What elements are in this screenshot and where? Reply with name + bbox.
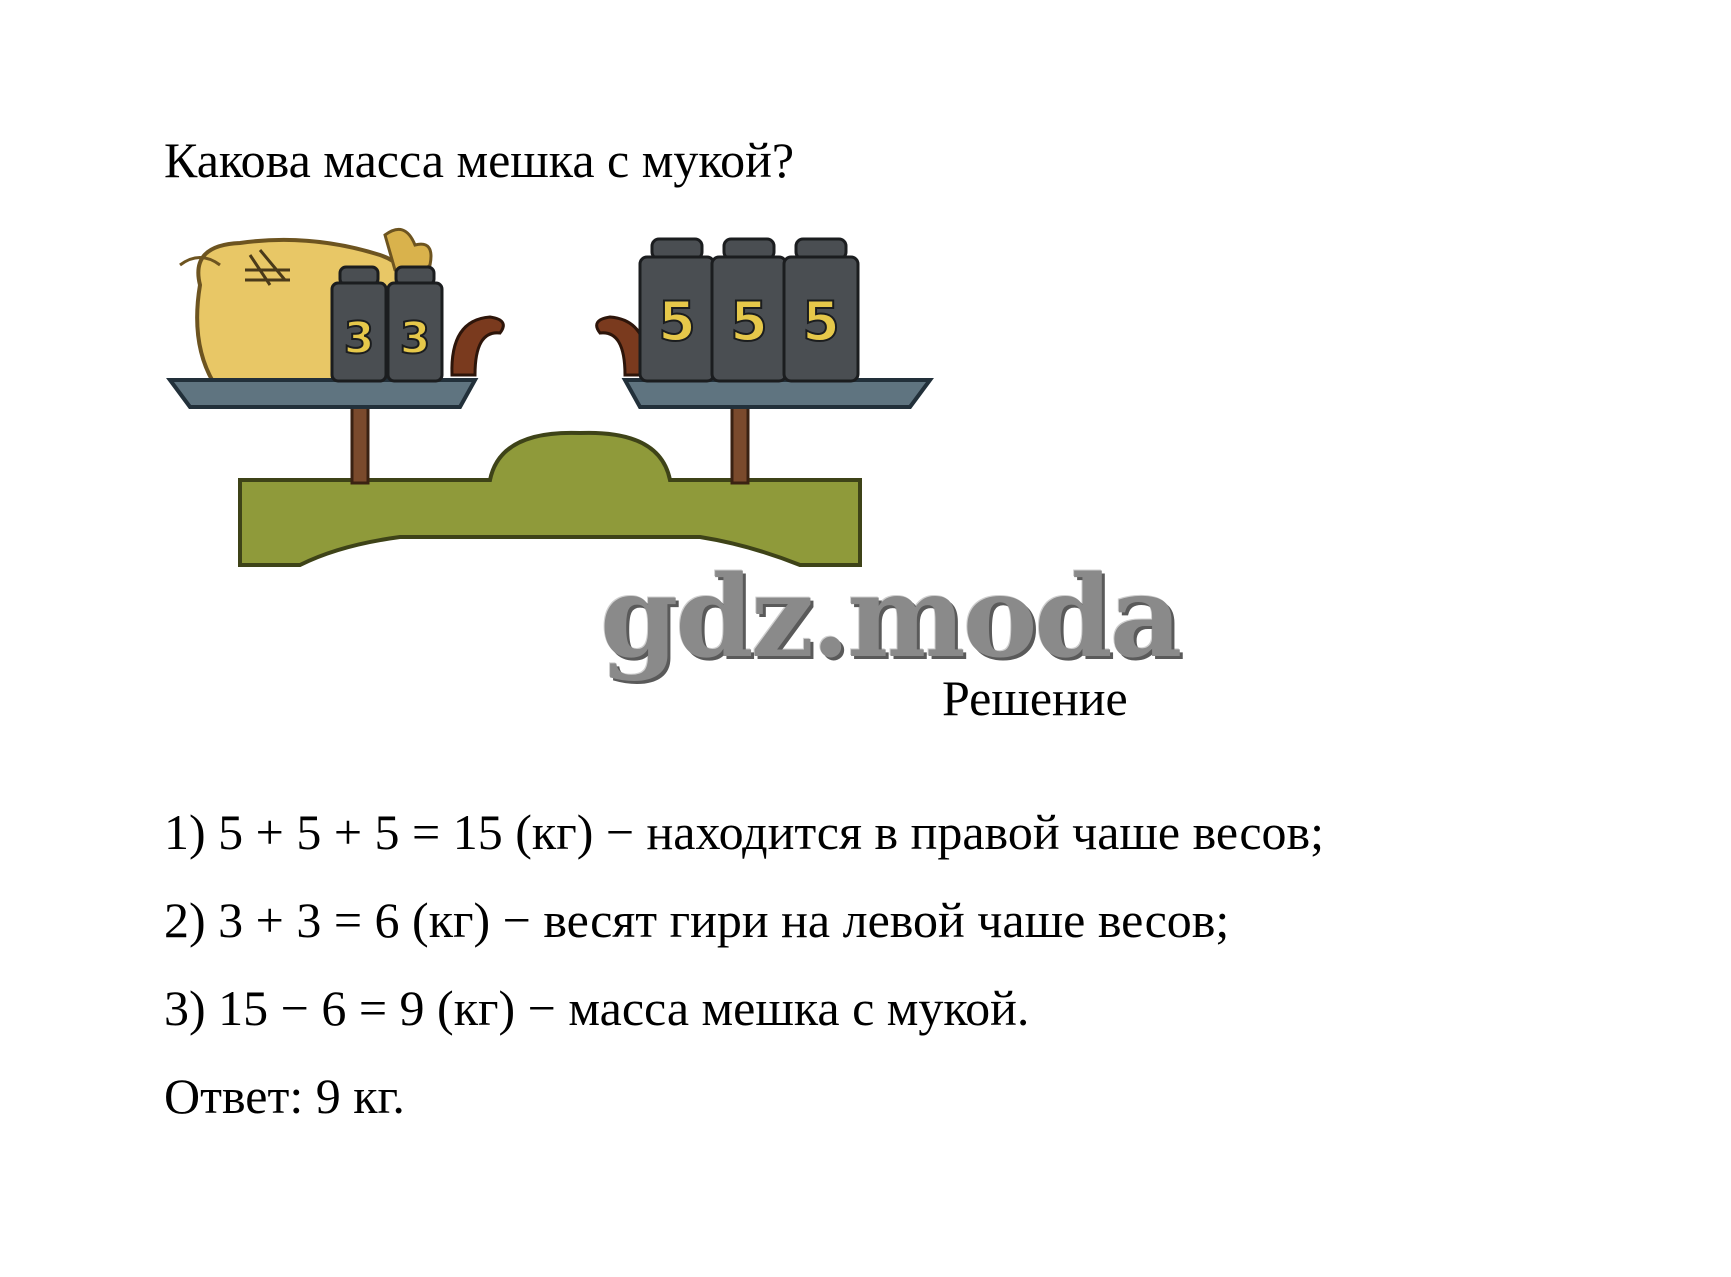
right-weight-3	[784, 239, 858, 381]
watermark: gdz.moda	[600, 552, 1180, 683]
right-weight-3-label: 5	[802, 290, 840, 353]
solution-steps	[164, 800, 1324, 1064]
right-weight-1-label: 5	[658, 290, 696, 353]
left-weight-1-label: 3	[343, 313, 375, 364]
left-post	[352, 403, 368, 483]
question-text: Какова масса мешка с мукой?	[164, 132, 795, 188]
answer-text: Ответ: 9 кг.	[164, 1068, 405, 1124]
left-pan	[170, 380, 475, 407]
solution-heading: Решение	[942, 670, 1128, 726]
right-weight-2-label: 5	[730, 290, 768, 353]
scale-base	[240, 433, 860, 565]
solution-step-1: 1) 5 + 5 + 5 = 15 (кг) − находится в правой чаше весов;	[164, 804, 1325, 860]
right-weight-2	[712, 239, 786, 381]
left-weight-1	[332, 267, 386, 381]
solution-step-3: 3) 15 − 6 = 9 (кг) − масса мешка с мукой.	[164, 980, 1030, 1036]
right-post	[732, 403, 748, 483]
right-weight-1	[640, 239, 714, 381]
left-hook	[452, 317, 503, 375]
left-weight-2	[388, 267, 442, 381]
solution-step-2: 2) 3 + 3 = 6 (кг) − весят гири на левой чаше весов;	[164, 892, 1230, 948]
left-weight-2-label: 3	[399, 313, 431, 364]
balance-scale-illustration	[160, 225, 940, 595]
right-pan	[625, 380, 930, 407]
